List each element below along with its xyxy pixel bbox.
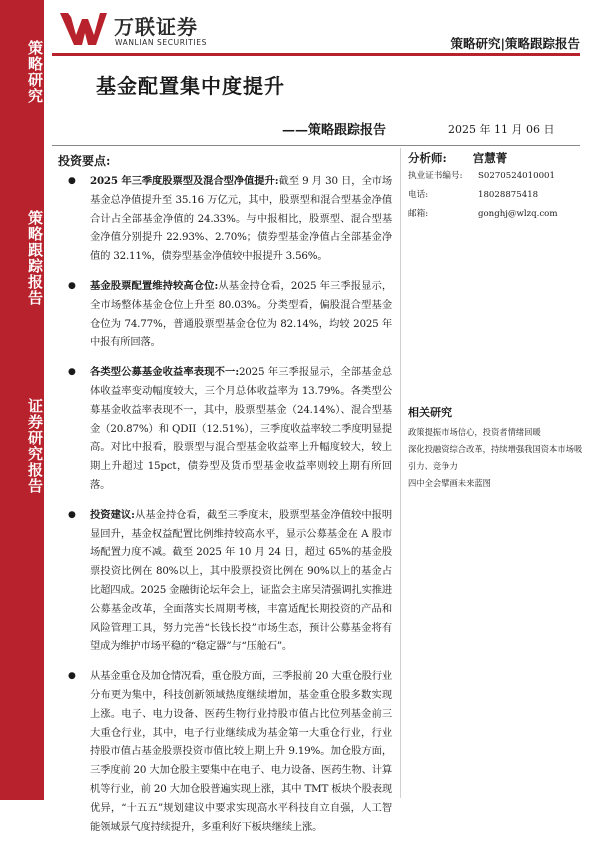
list-item: [58, 172, 392, 266]
item-text: 从基金持仓看，截至三季度末，股票型基金净值较中报明显回升，基金权益配置比例维持较高水平，显示公募基金在 A 股市场配置力度不减。截至 2025 年 10 月 24 日，超过 65%的基金股票投资比例在 80%以上，其中股票投资比例在 90%以上的基金占比超四成。2025 金融街论坛年会上，证监会主席吴清强调扎实推进公募基金改革，全面落实长周期考核，丰富适配长期投资的产品和风险管理工具，努力完善“长钱长投”市场生态，预计公募基金将有望成为维护市场平稳的“稳定器”与“压舱石”。: [90, 508, 392, 653]
header-rule: [52, 53, 580, 56]
sidebar: [0, 0, 44, 800]
sidebar-label-tracking-report: 策略跟踪报告: [26, 210, 44, 306]
analyst-label: 分析师:: [408, 151, 447, 165]
analyst-row: [408, 150, 588, 166]
company-name-cn: 万联证券: [114, 15, 198, 39]
sidebar-label-strategy-research: 策略研究: [26, 40, 44, 104]
report-date: 2025 年 11 月 06 日: [448, 123, 555, 136]
list-item: [58, 277, 392, 352]
item-lead: 2025 年三季度股票型及混合型净值提升:: [90, 175, 279, 187]
analyst-license-row: [408, 167, 588, 185]
analyst-name: 宫慧菁: [472, 151, 508, 165]
analyst-field-key: 执业证书编号:: [408, 171, 463, 181]
bullet-icon: ●: [68, 367, 76, 378]
investment-points: [58, 172, 392, 847]
analyst-field-value: S0270524010001: [478, 171, 555, 181]
wanlian-w-logo-icon: [58, 9, 108, 49]
related-research-link[interactable]: 政策提振市场信心，投资者情绪回暖: [408, 427, 541, 437]
report-subtitle: ——策略跟踪报告: [282, 123, 387, 138]
list-item: [58, 506, 392, 656]
analyst-field-key: 电话:: [408, 190, 429, 200]
analyst-email-link[interactable]: gonghj@wlzq.com: [478, 209, 558, 219]
company-name-en: WANLIAN SECURITIES: [115, 38, 208, 47]
column-divider: [400, 148, 401, 798]
bullet-icon: ●: [68, 280, 76, 291]
item-text: 从基金重仓及加仓情况看，重仓股方面，三季报前 20 大重仓股行业分布更为集中，科技创新领域热度继续增加，基金重仓股多数实现上涨。电子、电力设备、医药生物行业持股市值占比位列基金前三大重仓行业，其中，电子行业继续成为基金第一大重仓行业，行业持股市值占基金股票投资市值比较上期上升 9.19%。加仓股方面，三季度前 20 大加仓股主要集中在电子、电力设备、医药生物、计算机等行业，前 20 大加仓股普遍实现上涨，其中 TMT 板块个股表现优异，“十五五”规划建议中要求实现高水平科技自立自强，人工智能领域景气度持续提升，多重利好下板块继续上涨。: [90, 670, 392, 833]
item-text: 截至 9 月 30 日，全市场基金总净值提升至 35.16 万亿元，其中，股票型和混合型基金净值合计占全部基金净值的 24.33%。与中报相比，股票型、混合型基金净值分别提升 22.93%、2.70%；债券型基金净值占全部基金净值的 32.11%，债券型基金净值较中报提升 3.56%。: [90, 175, 392, 263]
list-item: [58, 667, 392, 836]
item-text: 2025 年三季报显示，全部基金总体收益率变动幅度较大，三个月总体收益率为 13.79%。各类型公募基金收益率表现不一，其中，股票型基金（24.14%）、混合型基金（20.87%）和 QDII（12.51%），三季度收益率较二季度明显提高。对比中报看，股票型与混合型基金收益率上升幅度较大，较上期上升超过 15pct，债券型及货币型基金收益率则较上期有所回落。: [90, 366, 392, 491]
investment-points-heading: 投资要点:: [58, 154, 111, 168]
report-category: 策略研究|策略跟踪报告: [450, 36, 580, 51]
sidebar-label-securities-research: 证券研究报告: [26, 398, 44, 494]
report-title: 基金配置集中度提升: [96, 74, 285, 98]
list-item: [58, 363, 392, 495]
bullet-icon: ●: [68, 176, 76, 186]
item-text: 从基金持仓看，2025 年三季报显示，全市场整体基金仓位上升至 80.03%。分类型看，偏股混合型基金仓位为 74.77%，普通股票型基金仓位为 82.14%，均较 2025 年中报有所回落。: [90, 279, 393, 349]
item-lead: 投资建议:: [90, 508, 135, 521]
item-lead: 基金股票配置维持较高仓位:: [90, 279, 219, 292]
bullet-icon: ●: [68, 671, 76, 682]
company-logo: [58, 9, 238, 49]
bullet-icon: ●: [68, 509, 76, 520]
related-research-panel: [408, 404, 588, 492]
analyst-field-value: 18028875418: [478, 190, 539, 200]
analyst-phone-row: [408, 186, 588, 204]
analyst-email-row: [408, 205, 588, 223]
analyst-panel: [408, 150, 588, 223]
related-research-link[interactable]: 四中全会擘画未来蓝图: [408, 478, 491, 488]
item-lead: 各类型公募基金收益率表现不一:: [90, 366, 239, 379]
related-research-heading: 相关研究: [408, 406, 452, 419]
related-research-link[interactable]: 深化投融资综合改革，持续增强我国资本市场吸引力、竞争力: [408, 444, 583, 471]
analyst-field-key: 邮箱:: [408, 209, 429, 219]
title-divider: [52, 145, 580, 146]
